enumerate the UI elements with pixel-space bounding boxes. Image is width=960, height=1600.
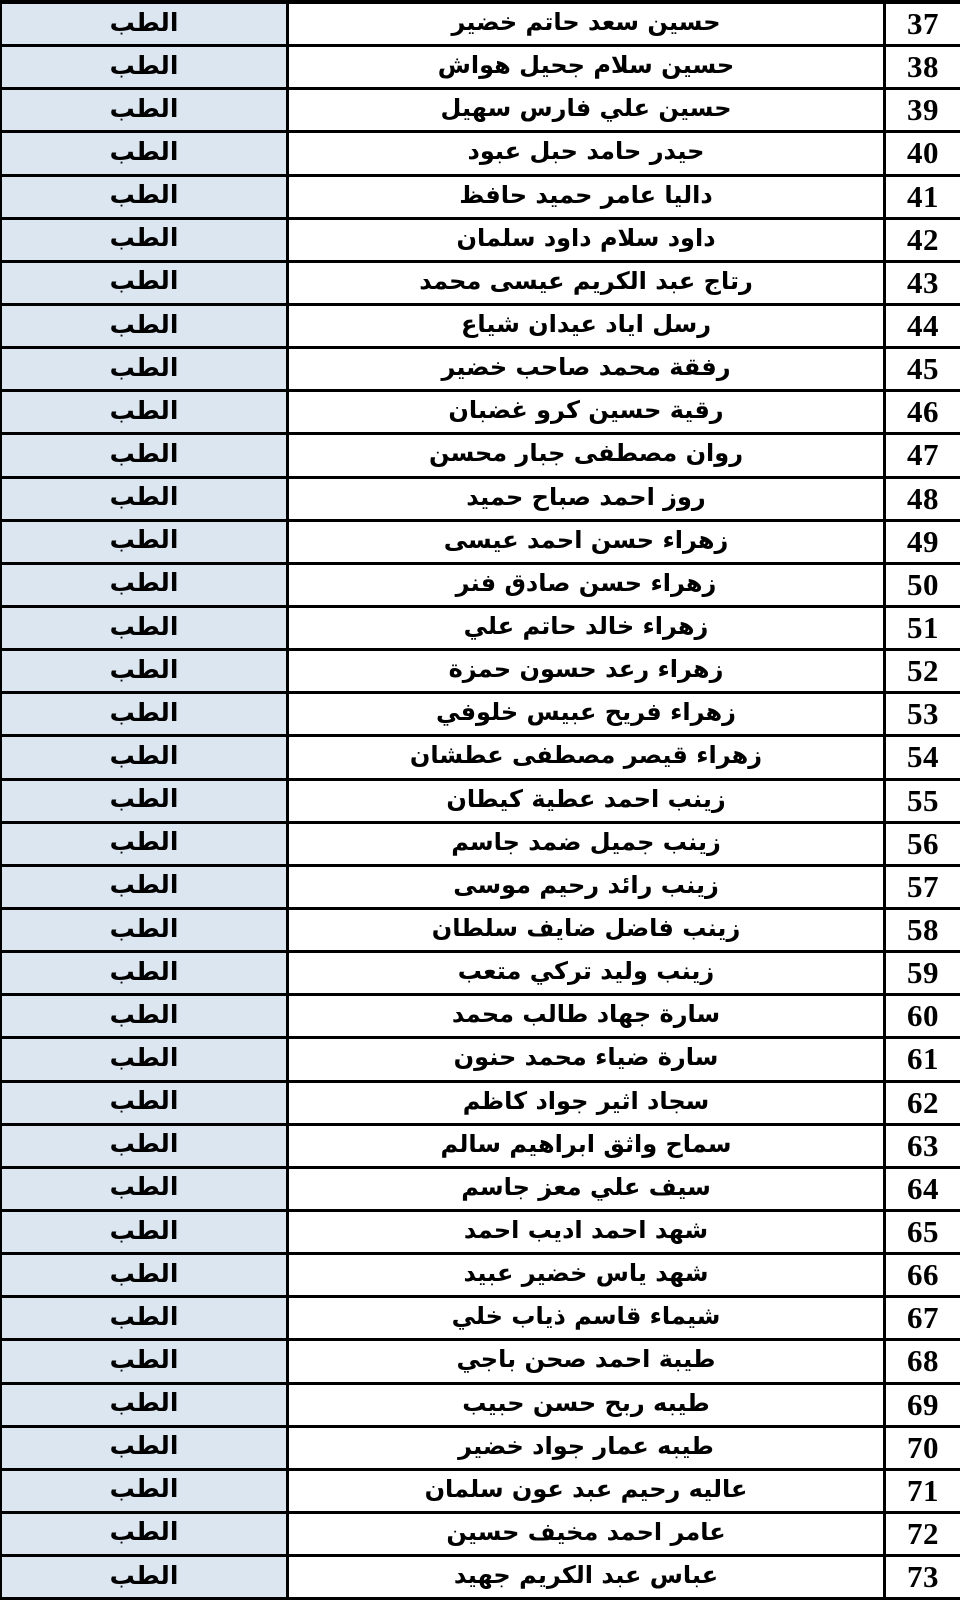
table-row xyxy=(2,953,960,996)
student-name-cell: عاليه رحيم عبد عون سلمان xyxy=(286,1471,886,1511)
row-number-cell: 66 xyxy=(907,1257,939,1293)
row-number-cell: 71 xyxy=(907,1472,939,1508)
table-row xyxy=(2,824,960,867)
row-number-cell: 43 xyxy=(907,264,939,300)
row-number-cell: 60 xyxy=(907,998,939,1034)
student-name-cell: روان مصطفى جبار محسن xyxy=(286,435,886,475)
department-cell: الطب xyxy=(2,1471,286,1511)
table-row xyxy=(2,1298,960,1341)
department-cell: الطب xyxy=(2,996,286,1036)
department-cell: الطب xyxy=(2,1557,286,1597)
table-row xyxy=(2,737,960,780)
student-name-cell: زينب وليد تركي متعب xyxy=(286,953,886,993)
table-row xyxy=(2,1471,960,1514)
student-name-cell: رتاج عبد الكريم عيسى محمد xyxy=(286,263,886,303)
table-row xyxy=(2,90,960,133)
student-name-cell: زينب احمد عطية كيطان xyxy=(286,781,886,821)
department-cell: الطب xyxy=(2,651,286,691)
department-cell: الطب xyxy=(2,1341,286,1381)
row-number-cell: 70 xyxy=(907,1429,939,1465)
department-cell: الطب xyxy=(2,4,286,44)
department-cell: الطب xyxy=(2,133,286,173)
table-row xyxy=(2,1385,960,1428)
table-row xyxy=(2,565,960,608)
row-number-cell: 54 xyxy=(907,739,939,775)
student-name-cell: حسين علي فارس سهيل xyxy=(286,90,886,130)
department-cell: الطب xyxy=(2,953,286,993)
department-cell: الطب xyxy=(2,1255,286,1295)
table-row xyxy=(2,1169,960,1212)
student-name-cell: سماح واثق ابراهيم سالم xyxy=(286,1126,886,1166)
student-name-cell: عامر احمد مخيف حسين xyxy=(286,1514,886,1554)
table-row xyxy=(2,4,960,47)
row-number-cell: 51 xyxy=(907,610,939,646)
row-number-cell: 72 xyxy=(907,1515,939,1551)
table-row xyxy=(2,479,960,522)
table-row xyxy=(2,220,960,263)
table-row xyxy=(2,781,960,824)
department-cell: الطب xyxy=(2,177,286,217)
table-row xyxy=(2,392,960,435)
student-name-cell: زينب فاضل ضايف سلطان xyxy=(286,910,886,950)
department-cell: الطب xyxy=(2,220,286,260)
student-name-cell: طيبه ربح حسن حبيب xyxy=(286,1385,886,1425)
department-cell: الطب xyxy=(2,47,286,87)
department-cell: الطب xyxy=(2,1169,286,1209)
row-number-cell: 52 xyxy=(907,653,939,689)
table-row xyxy=(2,133,960,176)
table-row xyxy=(2,522,960,565)
department-cell: الطب xyxy=(2,1298,286,1338)
student-name-cell: عباس عبد الكريم جهيد xyxy=(286,1557,886,1597)
row-number-cell: 61 xyxy=(907,1041,939,1077)
row-number-cell: 53 xyxy=(907,696,939,732)
student-name-cell: سيف علي معز جاسم xyxy=(286,1169,886,1209)
student-name-cell: زهراء فريح عبيس خلوفي xyxy=(286,694,886,734)
row-number-cell: 37 xyxy=(907,6,939,42)
student-name-cell: طيبه عمار جواد خضير xyxy=(286,1428,886,1468)
student-name-cell: داود سلام داود سلمان xyxy=(286,220,886,260)
row-number-cell: 45 xyxy=(907,351,939,387)
row-number-cell: 42 xyxy=(907,221,939,257)
student-name-cell: حسين سلام جحيل هواش xyxy=(286,47,886,87)
table-row xyxy=(2,349,960,392)
department-cell: الطب xyxy=(2,435,286,475)
student-name-cell: زهراء رعد حسون حمزة xyxy=(286,651,886,691)
table-row xyxy=(2,608,960,651)
student-name-cell: روز احمد صباح حميد xyxy=(286,479,886,519)
row-number-cell: 38 xyxy=(907,49,939,85)
table-row xyxy=(2,694,960,737)
department-cell: الطب xyxy=(2,1212,286,1252)
student-name-cell: زينب جميل ضمد جاسم xyxy=(286,824,886,864)
department-cell: الطب xyxy=(2,910,286,950)
table-row xyxy=(2,435,960,478)
student-name-cell: شيماء قاسم ذياب خلي xyxy=(286,1298,886,1338)
table-row xyxy=(2,1255,960,1298)
department-cell: الطب xyxy=(2,824,286,864)
student-name-cell: شهد ياس خضير عبيد xyxy=(286,1255,886,1295)
row-number-cell: 64 xyxy=(907,1170,939,1206)
department-cell: الطب xyxy=(2,608,286,648)
table-row xyxy=(2,910,960,953)
table-row xyxy=(2,1341,960,1384)
table-row xyxy=(2,1428,960,1471)
department-cell: الطب xyxy=(2,479,286,519)
table-row xyxy=(2,263,960,306)
department-cell: الطب xyxy=(2,349,286,389)
table-row xyxy=(2,1212,960,1255)
student-name-cell: زهراء قيصر مصطفى عطشان xyxy=(286,737,886,777)
department-cell: الطب xyxy=(2,392,286,432)
student-name-cell: رسل اياد عيدان شياع xyxy=(286,306,886,346)
row-number-cell: 67 xyxy=(907,1300,939,1336)
row-number-cell: 59 xyxy=(907,955,939,991)
department-cell: الطب xyxy=(2,90,286,130)
department-cell: الطب xyxy=(2,867,286,907)
table-row xyxy=(2,1514,960,1557)
department-cell: الطب xyxy=(2,1126,286,1166)
row-number-cell: 73 xyxy=(907,1559,939,1595)
row-number-cell: 56 xyxy=(907,825,939,861)
table-row xyxy=(2,1083,960,1126)
department-cell: الطب xyxy=(2,522,286,562)
student-name-cell: رقية حسين كرو غضبان xyxy=(286,392,886,432)
department-cell: الطب xyxy=(2,1039,286,1079)
student-name-cell: طيبة احمد صحن باجي xyxy=(286,1341,886,1381)
row-number-cell: 44 xyxy=(907,308,939,344)
student-name-cell: سارة ضياء محمد حنون xyxy=(286,1039,886,1079)
row-number-cell: 63 xyxy=(907,1127,939,1163)
row-number-cell: 55 xyxy=(907,782,939,818)
row-number-cell: 49 xyxy=(907,523,939,559)
row-number-cell: 62 xyxy=(907,1084,939,1120)
row-number-cell: 68 xyxy=(907,1343,939,1379)
student-name-cell: زهراء خالد حاتم علي xyxy=(286,608,886,648)
table-row xyxy=(2,867,960,910)
table-row xyxy=(2,1126,960,1169)
department-cell: الطب xyxy=(2,1428,286,1468)
student-name-cell: سجاد اثير جواد كاظم xyxy=(286,1083,886,1123)
student-name-cell: حسين سعد حاتم خضير xyxy=(286,4,886,44)
row-number-cell: 50 xyxy=(907,566,939,602)
row-number-cell: 46 xyxy=(907,394,939,430)
department-cell: الطب xyxy=(2,565,286,605)
student-name-cell: داليا عامر حميد حافظ xyxy=(286,177,886,217)
row-number-cell: 48 xyxy=(907,480,939,516)
row-number-cell: 69 xyxy=(907,1386,939,1422)
student-name-cell: زهراء حسن احمد عيسى xyxy=(286,522,886,562)
row-number-cell: 47 xyxy=(907,437,939,473)
department-cell: الطب xyxy=(2,1083,286,1123)
table-row xyxy=(2,306,960,349)
department-cell: الطب xyxy=(2,1385,286,1425)
row-number-cell: 40 xyxy=(907,135,939,171)
table-row xyxy=(2,1039,960,1082)
department-cell: الطب xyxy=(2,781,286,821)
department-cell: الطب xyxy=(2,694,286,734)
student-name-cell: زهراء حسن صادق فنر xyxy=(286,565,886,605)
table-row xyxy=(2,177,960,220)
row-number-cell: 41 xyxy=(907,178,939,214)
student-name-cell: حيدر حامد حبل عبود xyxy=(286,133,886,173)
table-row xyxy=(2,1557,960,1600)
student-name-cell: زينب رائد رحيم موسى xyxy=(286,867,886,907)
department-cell: الطب xyxy=(2,263,286,303)
row-number-cell: 57 xyxy=(907,868,939,904)
department-cell: الطب xyxy=(2,306,286,346)
row-number-cell: 58 xyxy=(907,912,939,948)
department-cell: الطب xyxy=(2,1514,286,1554)
student-name-cell: رفقة محمد صاحب خضير xyxy=(286,349,886,389)
student-name-cell: سارة جهاد طالب محمد xyxy=(286,996,886,1036)
row-number-cell: 65 xyxy=(907,1214,939,1249)
student-name-cell: شهد احمد اديب احمد xyxy=(286,1212,886,1252)
table-row xyxy=(2,996,960,1039)
table-row xyxy=(2,47,960,90)
table-row xyxy=(2,651,960,694)
department-cell: الطب xyxy=(2,737,286,777)
row-number-cell: 39 xyxy=(907,92,939,128)
